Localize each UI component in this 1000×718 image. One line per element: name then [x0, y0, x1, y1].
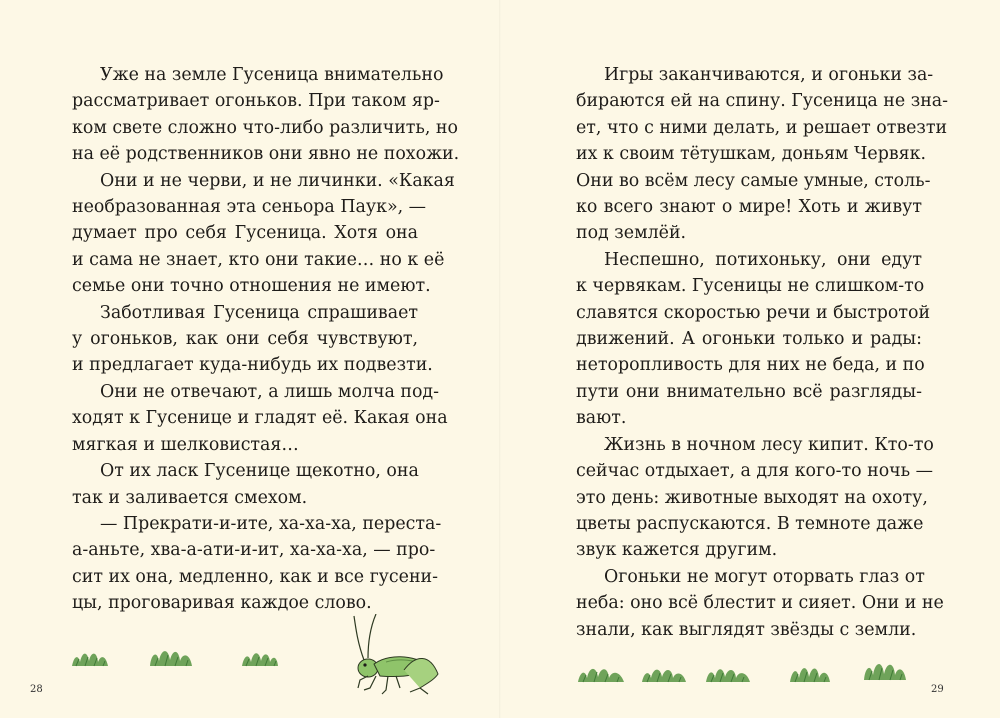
text-line: Неспешно, потихоньку, они едут	[604, 249, 922, 270]
text-line: рассматривает огоньков. При таком яр-	[72, 91, 440, 112]
page-number-right: 29	[931, 684, 944, 695]
text-line: неба: оно всё блестит и сияет. Они и не	[576, 593, 944, 614]
grass-tuft-left-3	[240, 646, 280, 668]
text-line: пути они внимательно всё разгляды-	[576, 381, 922, 402]
text-line: Они и не черви, и не личинки. «Какая	[100, 170, 455, 191]
text-line: сит их она, медленно, как и все гусени-	[72, 566, 439, 587]
text-line: неторопливость для них не беда, и по	[576, 355, 925, 376]
text-line: Огоньки не могут оторвать глаз от	[604, 566, 925, 587]
text-line: их к своим тётушкам, доньям Червяк.	[576, 144, 927, 165]
left-page-paragraph	[72, 511, 442, 617]
text-line: цветы распускаются. В темноте даже	[576, 513, 924, 534]
right-page-paragraph	[576, 432, 934, 564]
text-line: необразованная эта сеньора Паук», —	[72, 197, 427, 218]
text-line: цы, проговаривая каждое слово.	[72, 593, 372, 614]
text-line: Они не отвечают, а лишь молча под-	[100, 381, 440, 402]
grass-tuft-right-1	[576, 660, 626, 684]
text-line: а-аньте, хва-а-ати-и-ит, ха-ха-ха, — про-	[72, 540, 436, 561]
grass-tuft-right-5	[862, 656, 908, 682]
left-page-paragraph	[72, 62, 460, 168]
text-line: движений. А огоньки только и рады:	[576, 329, 922, 350]
left-page-paragraph	[72, 379, 448, 458]
text-line: мягкая и шелковистая…	[72, 434, 299, 455]
text-line: ком свете сложно что-либо различить, но	[72, 117, 458, 138]
text-line: звук кажется другим.	[576, 540, 778, 561]
text-line: и предлагает куда-нибудь их подвезти.	[72, 355, 433, 376]
text-line: к червякам. Гусеницы не слишком-то	[576, 276, 925, 297]
text-line: так и заливается смехом.	[72, 487, 308, 508]
grass-tuft-left-1	[70, 646, 110, 668]
text-line: ет, что с ними делать, и решает отвезти	[576, 117, 948, 138]
text-line: ко всего знают о мире! Хоть и живут	[576, 197, 922, 218]
left-page-paragraph	[72, 458, 418, 511]
page-number-left: 28	[30, 684, 43, 695]
grass-tuft-right-2	[640, 662, 688, 684]
text-line: сейчас отдыхает, а для кого-то ночь —	[576, 461, 934, 482]
text-line: От их ласк Гусенице щекотно, она	[100, 461, 419, 482]
text-line: — Прекрати-и-ите, ха-ха-ха, переста-	[100, 513, 442, 534]
text-line: и сама не знает, кто они такие… но к её	[72, 249, 445, 270]
text-line: Жизнь в ночном лесу кипит. Кто-то	[604, 434, 934, 455]
left-page-paragraph	[72, 300, 433, 379]
text-line: под землёй.	[576, 223, 687, 244]
text-line: у огоньков, как они себя чувствуют,	[72, 329, 418, 350]
left-page-text	[72, 62, 460, 617]
text-line: знали, как выглядят звёзды с земли.	[576, 619, 917, 640]
text-line: славятся скоростью речи и быстротой	[576, 302, 931, 323]
text-line: это день: животные выходят на охоту,	[576, 487, 928, 508]
text-line: Они во всём лесу самые умные, столь-	[576, 170, 931, 191]
right-page	[500, 0, 1000, 718]
right-page-paragraph	[576, 564, 944, 643]
text-line: на её родственников они явно не похожи.	[72, 144, 460, 165]
right-page-paragraph	[576, 62, 949, 247]
grasshopper-illustration	[346, 614, 442, 698]
text-line: ходят к Гусенице и гладят её. Какая она	[72, 408, 448, 429]
left-page-paragraph	[72, 168, 455, 300]
grass-tuft-left-2	[148, 644, 194, 668]
text-line: Игры заканчиваются, и огоньки за-	[604, 65, 934, 85]
grass-tuft-right-3	[704, 662, 752, 684]
text-line: думает про себя Гусеница. Хотя она	[72, 223, 418, 244]
right-page-text	[576, 62, 949, 643]
text-line: бираются ей на спину. Гусеница не зна-	[576, 91, 949, 112]
text-line: семье они точно отношения не имеют.	[72, 276, 431, 297]
text-line: Уже на земле Гусеница внимательно	[100, 65, 444, 85]
right-page-paragraph	[576, 247, 931, 432]
text-line: вают.	[576, 408, 627, 429]
grass-tuft-right-4	[788, 660, 832, 684]
text-line: Заботливая Гусеница спрашивает	[100, 302, 418, 323]
